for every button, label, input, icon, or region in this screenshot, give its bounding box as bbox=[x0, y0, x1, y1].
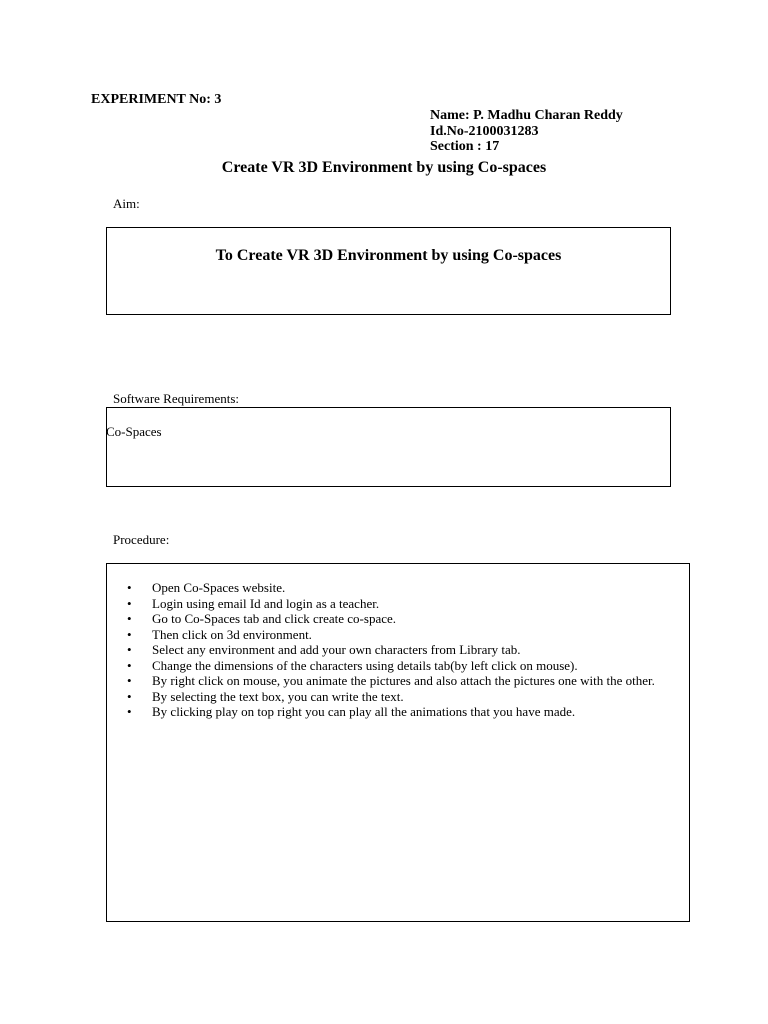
bullet-icon: • bbox=[127, 595, 132, 611]
list-item bbox=[127, 704, 667, 720]
procedure-step: Go to Co-Spaces tab and click create co-space. bbox=[152, 611, 397, 626]
procedure-step: Open Co-Spaces website. bbox=[152, 580, 286, 595]
procedure-step: Then click on 3d environment. bbox=[152, 626, 312, 642]
procedure-step: Login using email Id and login as a teacher. bbox=[152, 595, 380, 611]
list-item bbox=[127, 580, 667, 596]
student-section: Section : 17 bbox=[430, 139, 500, 154]
list-item bbox=[127, 611, 667, 627]
student-name: Name: P. Madhu Charan Reddy bbox=[430, 108, 623, 123]
software-requirements-text: Co-Spaces bbox=[106, 424, 162, 439]
bullet-icon: • bbox=[127, 580, 132, 595]
software-requirements-label: Software Requirements: bbox=[113, 391, 239, 406]
procedure-label: Procedure: bbox=[113, 532, 170, 547]
aim-text: To Create VR 3D Environment by using Co-spaces bbox=[215, 247, 562, 264]
procedure-step: Change the dimensions of the characters using details tab(by left click on mouse). bbox=[152, 657, 578, 673]
bullet-icon: • bbox=[127, 657, 132, 673]
procedure-box bbox=[106, 563, 690, 922]
procedure-step: Select any environment and add your own characters from Library tab. bbox=[152, 642, 521, 657]
procedure-step: By clicking play on top right you can play all the animations that you have made. bbox=[152, 704, 576, 719]
bullet-icon: • bbox=[127, 626, 132, 642]
procedure-step: By right click on mouse, you animate the pictures and also attach the pictures one with the other. bbox=[152, 673, 655, 688]
list-item bbox=[127, 689, 667, 705]
list-item bbox=[127, 642, 667, 658]
list-item bbox=[127, 596, 667, 612]
list-item bbox=[127, 673, 667, 689]
procedure-list bbox=[127, 580, 667, 720]
student-info bbox=[430, 108, 623, 155]
bullet-icon: • bbox=[127, 673, 132, 688]
bullet-icon: • bbox=[127, 704, 132, 719]
list-item bbox=[127, 627, 667, 643]
procedure-step: By selecting the text box, you can write the text. bbox=[152, 688, 404, 704]
aim-label: Aim: bbox=[113, 196, 140, 211]
bullet-icon: • bbox=[127, 611, 132, 626]
experiment-number: EXPERIMENT No: 3 bbox=[91, 92, 222, 107]
aim-box bbox=[106, 227, 671, 315]
bullet-icon: • bbox=[127, 642, 132, 657]
bullet-icon: • bbox=[127, 688, 132, 704]
student-id: Id.No-2100031283 bbox=[430, 123, 539, 139]
list-item bbox=[127, 658, 667, 674]
software-requirements-box bbox=[106, 407, 671, 487]
page-title: Create VR 3D Environment by using Co-spaces bbox=[221, 159, 547, 176]
